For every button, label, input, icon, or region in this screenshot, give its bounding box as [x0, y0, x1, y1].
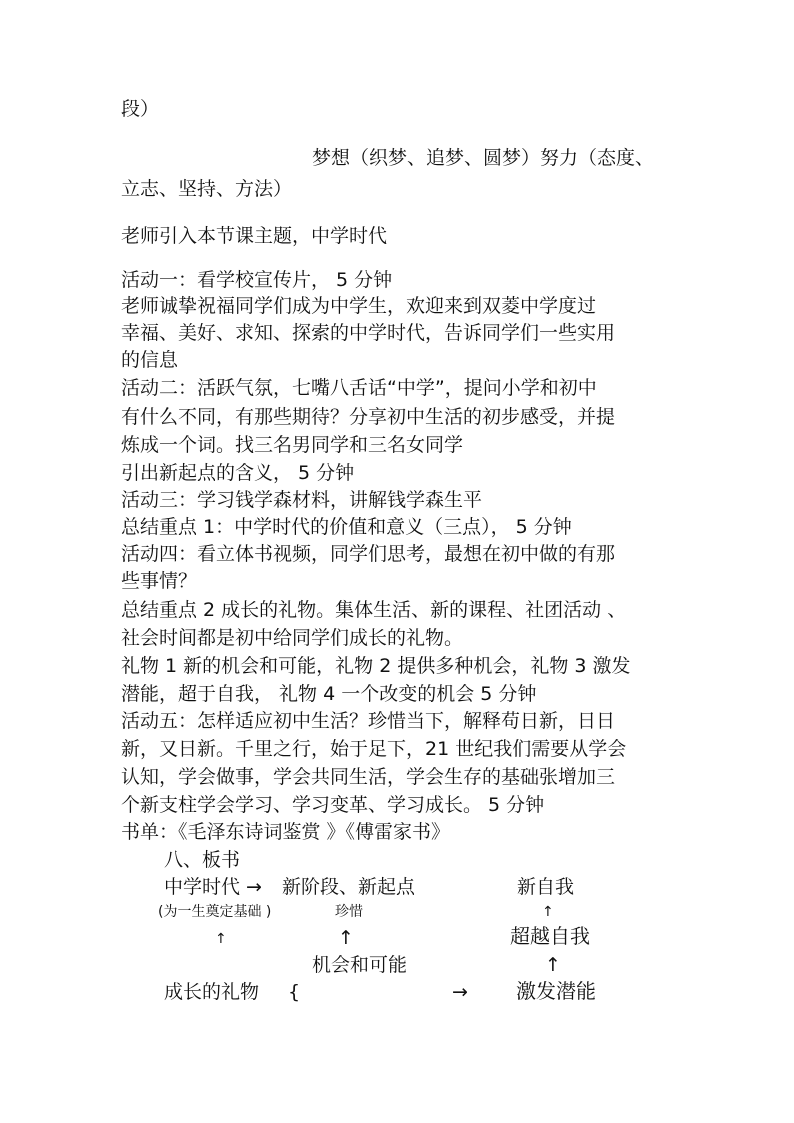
activity-2-line-3: 炼成一个词。找三名男同学和三名女同学 — [121, 434, 464, 456]
activity-5-line-2: 新，又日新。千里之行，始于足下，21 世纪我们需要从学会 — [121, 738, 627, 760]
activity-4-line-1: 活动四：看立体书视频，同学们思考，最想在初中做的有那 — [121, 543, 616, 565]
summary-2-line-1: 总结重点 2 成长的礼物。集体生活、新的课程、社团活动 、 — [121, 599, 627, 621]
board-era: 中学时代 — [164, 876, 241, 898]
board-foundation: (为一生奠定基础 ) — [158, 904, 272, 920]
brace-icon: { — [288, 981, 301, 1003]
activity-1-line-2: 幸福、美好、求知、探索的中学时代，告诉同学们一些实用 — [121, 322, 616, 344]
arrow-up-icon: ↑ — [338, 927, 354, 949]
board-new-stage: 新阶段、新起点 — [282, 876, 416, 898]
board-surpass: 超越自我 — [510, 924, 590, 948]
arrow-right-icon: → — [452, 981, 468, 1003]
board-gift: 成长的礼物 — [164, 981, 260, 1003]
activity-3-line: 活动三：学习钱学森材料，讲解钱学森生平 — [121, 489, 483, 511]
intro-line: 老师引入本节课主题，中学时代 — [121, 225, 388, 247]
board-cherish: 珍惜 — [335, 904, 363, 920]
board-opportunity: 机会和可能 — [312, 954, 408, 976]
arrow-up-icon: ↑ — [545, 954, 561, 976]
arrow-up-icon: ↑ — [542, 904, 554, 920]
dream-line-2: 立志、坚持、方法） — [121, 178, 293, 200]
board-potential: 激发潜能 — [516, 979, 596, 1003]
activity-5-line-3: 认知，学会做事，学会共同生活，学会生存的基础张增加三 — [121, 766, 616, 788]
summary-1-line: 总结重点 1：中学时代的价值和意义（三点）， 5 分钟 — [121, 516, 572, 538]
text-fragment: 段） — [121, 98, 160, 120]
activity-1-line-3: 的信息 — [121, 349, 179, 371]
activity-2-line-4: 引出新起点的含义， 5 分钟 — [121, 462, 355, 484]
board-new-self: 新自我 — [517, 876, 575, 898]
arrow-up-icon: ↑ — [215, 931, 227, 947]
book-list-line: 书单：《毛泽东诗词鉴赏 》《傅雷家书》 — [121, 821, 451, 843]
summary-2-line-2: 社会时间都是初中给同学们成长的礼物。 — [121, 627, 464, 649]
gift-line-2: 潜能，超于自我， 礼物 4 一个改变的机会 5 分钟 — [121, 683, 537, 705]
arrow-right-icon: → — [246, 876, 262, 898]
activity-2-line-2: 有什么不同，有那些期待？分享初中生活的初步感受，并提 — [121, 406, 616, 428]
activity-2-line-1: 活动二：活跃气氛，七嘴八舌话“中学”，提问小学和初中 — [121, 377, 597, 399]
activity-5-line-1: 活动五：怎样适应初中生活？珍惜当下，解释苟日新，日日 — [121, 710, 616, 732]
activity-4-line-2: 些事情？ — [121, 570, 198, 592]
board-heading: 八、板书 — [164, 849, 241, 871]
dream-line-1: 梦想（织梦、追梦、圆梦）努力（态度、 — [312, 147, 655, 169]
activity-1-line-1: 老师诚挚祝福同学们成为中学生，欢迎来到双菱中学度过 — [121, 295, 597, 317]
activity-1-title: 活动一：看学校宣传片， 5 分钟 — [121, 269, 393, 291]
activity-5-line-4: 个新支柱学会学习、学习变革、学习成长。 5 分钟 — [121, 794, 545, 816]
gift-line-1: 礼物 1 新的机会和可能，礼物 2 提供多种机会，礼物 3 激发 — [121, 655, 631, 677]
